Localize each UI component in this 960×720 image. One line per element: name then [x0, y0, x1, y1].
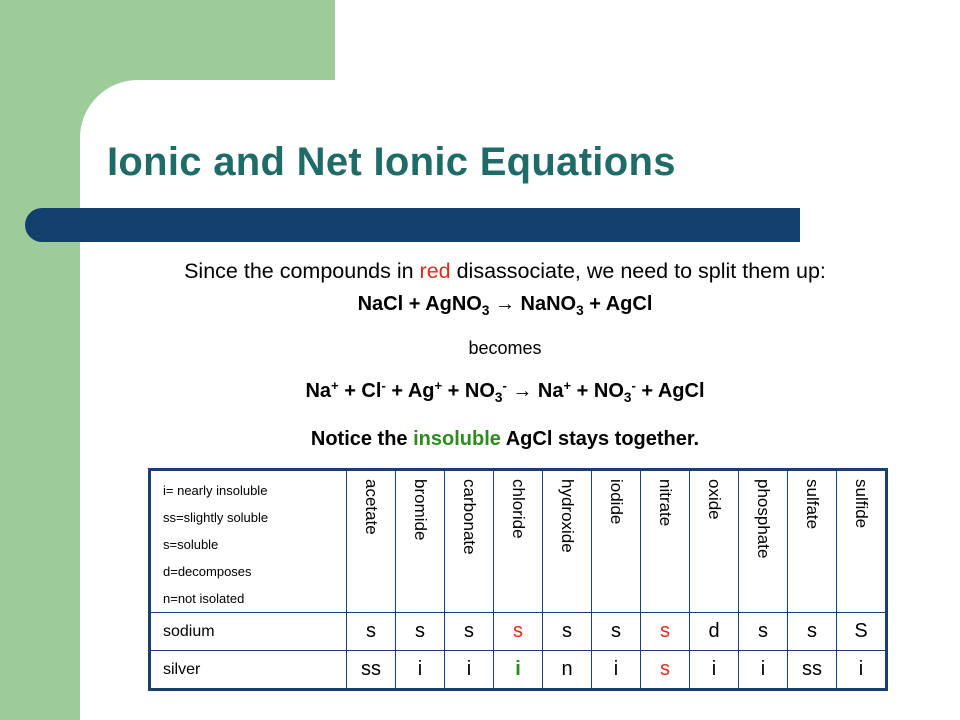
column-header: [445, 470, 494, 613]
legend-item: s=soluble: [163, 537, 219, 552]
notice-text: [80, 428, 930, 451]
column-header-label: bromide: [411, 479, 430, 541]
column-header-label: hydroxide: [558, 479, 577, 553]
legend-cell: [150, 470, 347, 613]
column-header: [543, 470, 592, 613]
column-header: [592, 470, 641, 613]
notice-after: AgCl stays together.: [500, 428, 700, 450]
table-cell: s: [592, 613, 641, 651]
column-header: [739, 470, 788, 613]
table-cell: s: [739, 613, 788, 651]
column-header-label: sulfate: [803, 479, 822, 530]
ionic-equation: [80, 378, 930, 405]
eq-part: + NO: [442, 380, 495, 403]
column-header-label: oxide: [705, 479, 724, 520]
eq-superscript: -: [381, 378, 386, 393]
eq-part: + AgCl: [635, 380, 705, 403]
column-header-label: acetate: [362, 479, 381, 535]
column-header: [837, 470, 887, 613]
column-header: [690, 470, 739, 613]
eq-superscript: +: [434, 378, 443, 393]
table-cell: s: [788, 613, 837, 651]
legend-item: ss=slightly soluble: [163, 510, 269, 525]
intro-red-word: red: [419, 259, 451, 283]
eq-part: Na: [305, 380, 332, 403]
eq-subscript: 3: [576, 302, 584, 318]
table-row: [150, 651, 887, 690]
notice-green-word: insoluble: [413, 428, 501, 450]
arrow-icon: →: [506, 380, 538, 403]
eq-superscript: -: [502, 378, 507, 393]
table-cell: S: [837, 613, 887, 651]
eq-part: Na: [537, 380, 564, 403]
table-cell: i: [739, 651, 788, 690]
column-header: [347, 470, 396, 613]
table-cell: i: [445, 651, 494, 690]
intro-after: disassociate, we need to split them up:: [450, 259, 826, 283]
column-header-label: nitrate: [656, 479, 675, 527]
legend-item: i= nearly insoluble: [163, 483, 268, 498]
column-header: [494, 470, 543, 613]
table-cell: s: [641, 651, 690, 690]
column-header-label: iodide: [607, 479, 626, 525]
table-cell: ss: [788, 651, 837, 690]
slide-title: Ionic and Net Ionic Equations: [107, 140, 676, 184]
eq-part: + NO: [571, 380, 624, 403]
eq-subscript: 3: [623, 389, 632, 405]
table-cell: i: [837, 651, 887, 690]
table-cell: i: [592, 651, 641, 690]
solubility-table: [148, 468, 888, 691]
column-header-label: carbonate: [460, 479, 479, 555]
becomes-text: becomes: [468, 338, 542, 358]
legend-item: d=decomposes: [163, 564, 252, 579]
table-cell: s: [641, 613, 690, 651]
row-label: sodium: [150, 613, 347, 651]
notice-before: Notice the: [310, 428, 414, 450]
table-cell: ss: [347, 651, 396, 690]
eq-subscript: 3: [494, 389, 503, 405]
column-header-label: sulfide: [852, 479, 871, 529]
molecular-equation: [80, 293, 930, 318]
column-header: [641, 470, 690, 613]
column-header: [788, 470, 837, 613]
table-cell: s: [347, 613, 396, 651]
eq-superscript: -: [631, 378, 636, 393]
table-cell: s: [396, 613, 445, 651]
intro-before: Since the compounds in: [184, 259, 420, 283]
eq-superscript: +: [563, 378, 572, 393]
column-header-label: chloride: [509, 479, 528, 539]
arrow-icon: →: [489, 293, 521, 315]
eq-part: + AgCl: [583, 293, 653, 315]
eq-part: NaNO: [520, 293, 577, 315]
eq-part: + Cl: [338, 380, 382, 403]
header-row: [150, 470, 887, 613]
title-underline-bar: [25, 208, 800, 242]
intro-text: [80, 259, 930, 284]
table-cell: i: [396, 651, 445, 690]
table-cell: d: [690, 613, 739, 651]
table-cell: i: [690, 651, 739, 690]
table-cell: n: [543, 651, 592, 690]
eq-part: NaCl + AgNO: [357, 293, 482, 315]
table-row: [150, 613, 887, 651]
row-label: silver: [150, 651, 347, 690]
table-cell: s: [543, 613, 592, 651]
legend-item: n=not isolated: [163, 591, 245, 606]
table-cell: s: [494, 613, 543, 651]
table-cell: i: [494, 651, 543, 690]
column-header-label: phosphate: [754, 479, 773, 559]
eq-subscript: 3: [481, 302, 490, 318]
eq-part: + Ag: [385, 380, 435, 403]
eq-superscript: +: [331, 378, 339, 393]
column-header: [396, 470, 445, 613]
table-cell: s: [445, 613, 494, 651]
